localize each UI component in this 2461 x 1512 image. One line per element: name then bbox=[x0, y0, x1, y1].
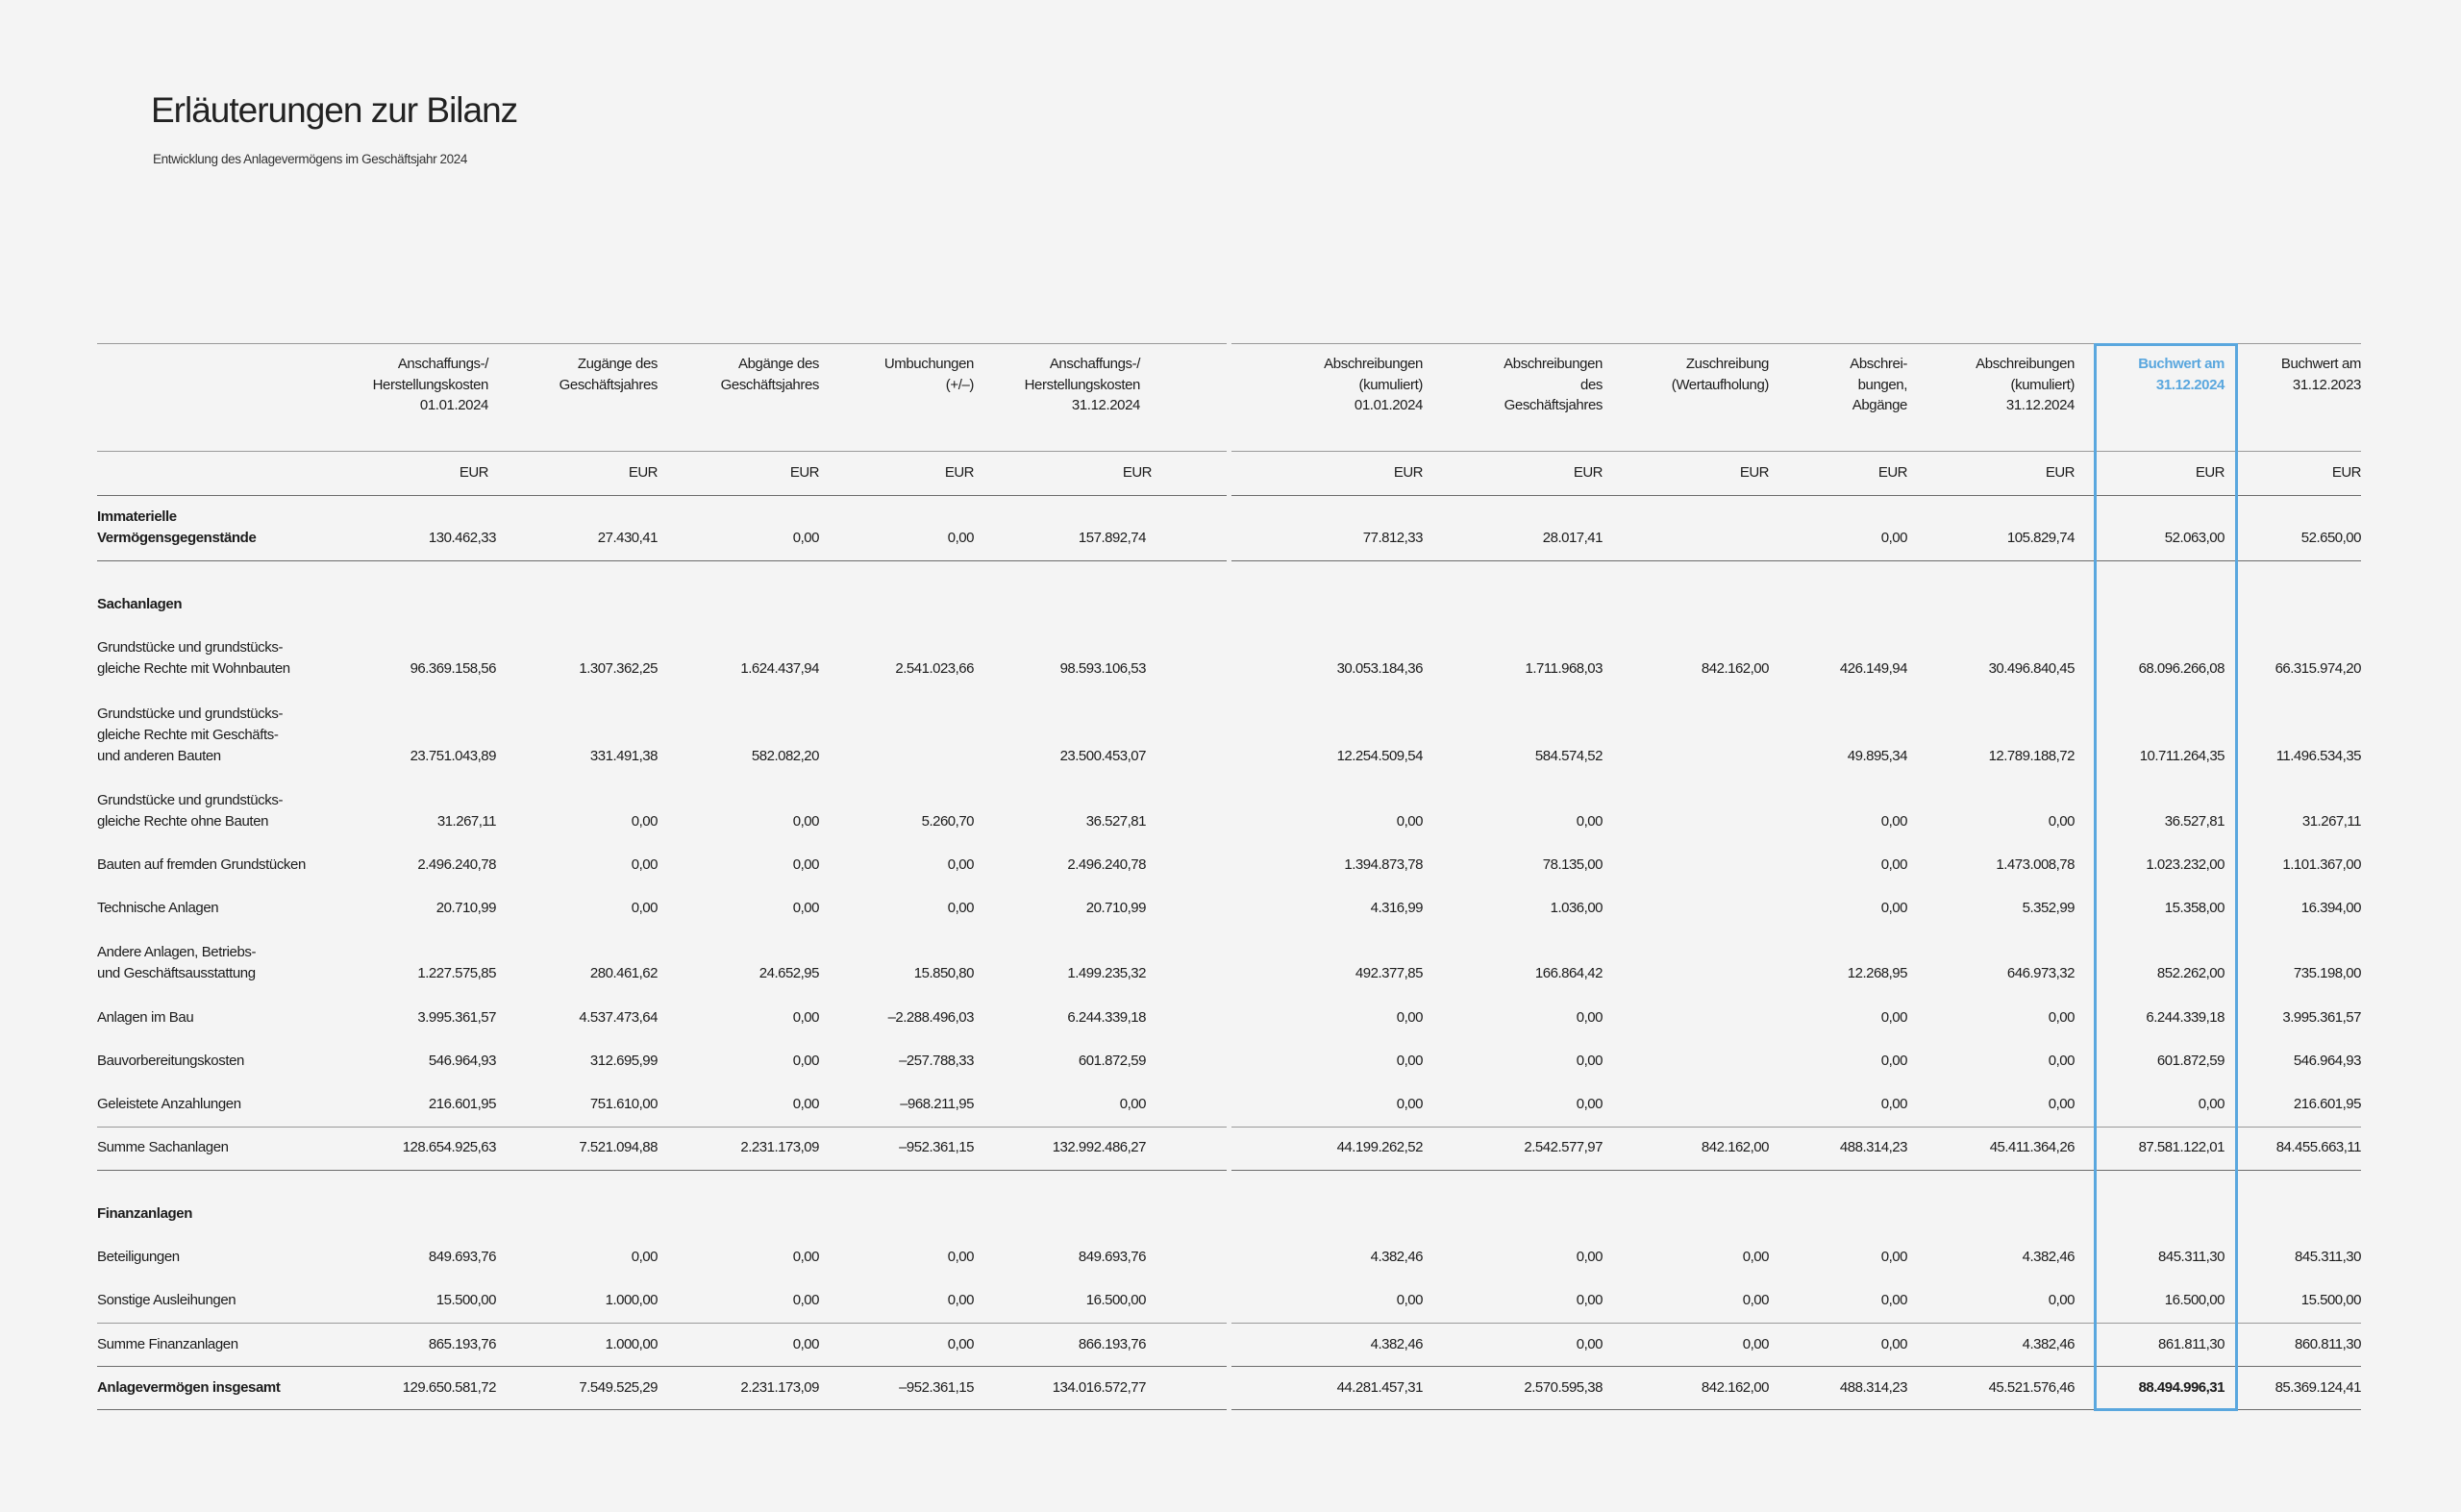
table-cell: 0,00 bbox=[947, 1249, 974, 1265]
table-cell: 216.601,95 bbox=[428, 1096, 496, 1112]
table-cell: 0,00 bbox=[792, 813, 819, 830]
table-cell: 77.812,33 bbox=[1362, 530, 1423, 546]
table-cell: 0,00 bbox=[947, 1336, 974, 1352]
table-cell: 861.811,30 bbox=[2158, 1336, 2225, 1352]
table-cell: 0,00 bbox=[1396, 1096, 1423, 1112]
table-cell: 584.574,52 bbox=[1534, 748, 1603, 764]
table-cell: 0,00 bbox=[1880, 813, 1907, 830]
table-cell: 0,00 bbox=[2048, 1009, 2075, 1026]
table-cell: 30.496.840,45 bbox=[1988, 660, 2075, 677]
table-cell: 0,00 bbox=[792, 530, 819, 546]
table-cell: 1.711.968,03 bbox=[1525, 660, 1603, 677]
table-cell: 10.711.264,35 bbox=[2139, 748, 2225, 764]
column-unit: EUR bbox=[459, 464, 488, 481]
table-cell: 52.063,00 bbox=[2164, 530, 2225, 546]
table-cell: 0,00 bbox=[1880, 856, 1907, 873]
table-cell: 2.570.595,38 bbox=[1524, 1379, 1603, 1396]
table-cell: 166.864,42 bbox=[1534, 965, 1603, 981]
table-cell: 845.311,30 bbox=[2295, 1249, 2361, 1265]
table-cell: 0,00 bbox=[1880, 1096, 1907, 1112]
row-label: Summe Sachanlagen bbox=[97, 1139, 229, 1155]
sum-sach-bottom-rule-left bbox=[97, 1170, 1227, 1171]
table-cell: 842.162,00 bbox=[1701, 1139, 1769, 1155]
table-cell: 860.811,30 bbox=[2295, 1336, 2361, 1352]
table-cell: 130.462,33 bbox=[428, 530, 496, 546]
table-cell: 16.394,00 bbox=[2300, 900, 2361, 916]
table-cell: 128.654.925,63 bbox=[402, 1139, 496, 1155]
table-cell: 0,00 bbox=[1119, 1096, 1146, 1112]
table-cell: –952.361,15 bbox=[899, 1379, 974, 1396]
unit-rule-left bbox=[97, 495, 1227, 496]
row-label: Grundstücke und grundstücks- gleiche Rechte ohne Bauten bbox=[97, 792, 284, 830]
table-cell: 31.267,11 bbox=[436, 813, 496, 830]
row-label: Grundstücke und grundstücks- gleiche Rechte mit Geschäfts- und anderen Bauten bbox=[97, 706, 284, 764]
table-cell: 87.581.122,01 bbox=[2138, 1139, 2225, 1155]
table-cell: 1.000,00 bbox=[605, 1292, 658, 1308]
header-rule-left bbox=[97, 451, 1227, 452]
page-title: Erläuterungen zur Bilanz bbox=[151, 90, 518, 130]
table-cell: 45.411.364,26 bbox=[1989, 1139, 2075, 1155]
table-cell: 0,00 bbox=[631, 900, 658, 916]
table-cell: 0,00 bbox=[1742, 1249, 1769, 1265]
table-cell: 1.023.232,00 bbox=[2146, 856, 2225, 873]
table-cell: 1.101.367,00 bbox=[2282, 856, 2361, 873]
row-label: Bauten auf fremden Grundstücken bbox=[97, 856, 306, 873]
table-cell: 4.537.473,64 bbox=[579, 1009, 658, 1026]
header-top-rule-left bbox=[97, 343, 1227, 344]
table-cell: 6.244.339,18 bbox=[1067, 1009, 1146, 1026]
table-cell: 66.315.974,20 bbox=[2275, 660, 2361, 677]
table-cell: 1.624.437,94 bbox=[740, 660, 819, 677]
column-header: Buchwert am 31.12.2024 bbox=[2138, 356, 2225, 393]
table-cell: 601.872,59 bbox=[2156, 1053, 2225, 1069]
table-cell: 0,00 bbox=[631, 1249, 658, 1265]
table-cell: 2.496.240,78 bbox=[1067, 856, 1146, 873]
table-cell: 1.036,00 bbox=[1550, 900, 1603, 916]
table-cell: 488.314,23 bbox=[1839, 1379, 1907, 1396]
table-cell: 5.352,99 bbox=[2022, 900, 2075, 916]
row-label: Beteiligungen bbox=[97, 1249, 180, 1265]
sum-sach-top-rule-left bbox=[97, 1127, 1227, 1128]
table-cell: 546.964,93 bbox=[2293, 1053, 2361, 1069]
sum-fin-top-rule-left bbox=[97, 1323, 1227, 1324]
table-cell: 0,00 bbox=[947, 530, 974, 546]
table-cell: 15.358,00 bbox=[2164, 900, 2225, 916]
table-cell: 36.527,81 bbox=[2164, 813, 2225, 830]
table-cell: 842.162,00 bbox=[1701, 1379, 1769, 1396]
table-cell: 132.992.486,27 bbox=[1052, 1139, 1146, 1155]
table-cell: 845.311,30 bbox=[2158, 1249, 2225, 1265]
table-cell: 52.650,00 bbox=[2300, 530, 2361, 546]
total-bottom-rule-left bbox=[97, 1409, 1227, 1410]
table-cell: 0,00 bbox=[1880, 900, 1907, 916]
table-cell: 735.198,00 bbox=[2293, 965, 2361, 981]
table-cell: 84.455.663,11 bbox=[2275, 1139, 2361, 1155]
section-heading: Sachanlagen bbox=[97, 596, 183, 612]
table-cell: 0,00 bbox=[2198, 1096, 2225, 1112]
table-cell: 865.193,76 bbox=[428, 1336, 496, 1352]
column-unit: EUR bbox=[1393, 464, 1423, 481]
row-label: Anlagen im Bau bbox=[97, 1009, 194, 1026]
table-cell: 6.244.339,18 bbox=[2146, 1009, 2225, 1026]
table-cell: 0,00 bbox=[2048, 1096, 2075, 1112]
table-cell: 0,00 bbox=[792, 1336, 819, 1352]
column-header: Zugänge des Geschäftsjahres bbox=[559, 356, 658, 393]
table-cell: 0,00 bbox=[792, 1009, 819, 1026]
table-cell: 0,00 bbox=[1742, 1292, 1769, 1308]
column-header: Abschreibungen des Geschäftsjahres bbox=[1504, 356, 1603, 413]
table-cell: 78.135,00 bbox=[1542, 856, 1603, 873]
table-cell: 1.227.575,85 bbox=[417, 965, 496, 981]
table-cell: 88.494.996,31 bbox=[2138, 1379, 2225, 1396]
table-cell: 20.710,99 bbox=[435, 900, 496, 916]
table-cell: 0,00 bbox=[792, 1249, 819, 1265]
table-cell: 27.430,41 bbox=[597, 530, 658, 546]
table-cell: 4.316,99 bbox=[1370, 900, 1423, 916]
table-cell: 12.268,95 bbox=[1847, 965, 1907, 981]
table-cell: 601.872,59 bbox=[1078, 1053, 1146, 1069]
table-cell: –2.288.496,03 bbox=[887, 1009, 974, 1026]
table-cell: 98.593.106,53 bbox=[1059, 660, 1146, 677]
table-cell: 0,00 bbox=[1396, 1292, 1423, 1308]
table-cell: 0,00 bbox=[2048, 1292, 2075, 1308]
column-header: Anschaffungs-/ Herstellungskosten 31.12.2024 bbox=[1024, 356, 1140, 413]
table-cell: 0,00 bbox=[1396, 1009, 1423, 1026]
table-cell: –952.361,15 bbox=[899, 1139, 974, 1155]
table-cell: 0,00 bbox=[792, 900, 819, 916]
table-cell: 4.382,46 bbox=[2022, 1249, 2075, 1265]
column-unit: EUR bbox=[1739, 464, 1769, 481]
column-header: Buchwert am 31.12.2023 bbox=[2280, 356, 2361, 393]
table-cell: 426.149,94 bbox=[1839, 660, 1907, 677]
table-cell: 24.652,95 bbox=[758, 965, 819, 981]
table-cell: 0,00 bbox=[1396, 1053, 1423, 1069]
table-cell: 45.521.576,46 bbox=[1988, 1379, 2075, 1396]
table-cell: 866.193,76 bbox=[1078, 1336, 1146, 1352]
table-cell: 0,00 bbox=[1576, 1096, 1603, 1112]
table-cell: 0,00 bbox=[947, 856, 974, 873]
column-header: Abschrei- bungen, Abgänge bbox=[1850, 356, 1907, 413]
row-label: Bauvorbereitungskosten bbox=[97, 1053, 244, 1069]
table-cell: 646.973,32 bbox=[2006, 965, 2075, 981]
column-header: Abschreibungen (kumuliert) 01.01.2024 bbox=[1324, 356, 1423, 413]
table-cell: 134.016.572,77 bbox=[1052, 1379, 1146, 1396]
column-header: Anschaffungs-/ Herstellungskosten 01.01.2024 bbox=[372, 356, 488, 413]
table-cell: 49.895,34 bbox=[1847, 748, 1907, 764]
table-cell: 0,00 bbox=[1880, 1053, 1907, 1069]
table-cell: 842.162,00 bbox=[1701, 660, 1769, 677]
column-unit: EUR bbox=[2045, 464, 2075, 481]
table-cell: 216.601,95 bbox=[2293, 1096, 2361, 1112]
table-cell: 0,00 bbox=[1396, 813, 1423, 830]
table-cell: 1.499.235,32 bbox=[1067, 965, 1146, 981]
table-cell: 4.382,46 bbox=[1370, 1336, 1423, 1352]
table-cell: 157.892,74 bbox=[1078, 530, 1146, 546]
table-cell: 4.382,46 bbox=[2022, 1336, 2075, 1352]
page-subtitle: Entwicklung des Anlagevermögens im Geschäftsjahr 2024 bbox=[153, 152, 467, 166]
table-cell: 3.995.361,57 bbox=[2282, 1009, 2361, 1026]
column-header: Umbuchungen (+/–) bbox=[883, 356, 974, 393]
table-cell: 20.710,99 bbox=[1085, 900, 1146, 916]
column-unit: EUR bbox=[789, 464, 819, 481]
table-cell: 0,00 bbox=[1576, 1053, 1603, 1069]
table-cell: 852.262,00 bbox=[2156, 965, 2225, 981]
column-unit: EUR bbox=[2195, 464, 2225, 481]
table-cell: 44.199.262,52 bbox=[1336, 1139, 1423, 1155]
table-cell: –968.211,95 bbox=[900, 1096, 974, 1112]
table-cell: 849.693,76 bbox=[428, 1249, 496, 1265]
table-cell: 0,00 bbox=[2048, 1053, 2075, 1069]
table-cell: 85.369.124,41 bbox=[2275, 1379, 2361, 1396]
table-cell: 11.496.534,35 bbox=[2275, 748, 2361, 764]
table-cell: 0,00 bbox=[792, 1096, 819, 1112]
table-cell: 0,00 bbox=[1880, 1292, 1907, 1308]
table-cell: 28.017,41 bbox=[1542, 530, 1603, 546]
column-unit: EUR bbox=[2331, 464, 2361, 481]
table-cell: 2.231.173,09 bbox=[740, 1139, 819, 1155]
column-unit: EUR bbox=[628, 464, 658, 481]
table-cell: 582.082,20 bbox=[751, 748, 819, 764]
table-cell: 0,00 bbox=[1576, 1292, 1603, 1308]
table-cell: 849.693,76 bbox=[1078, 1249, 1146, 1265]
table-cell: 0,00 bbox=[792, 1053, 819, 1069]
table-cell: 15.500,00 bbox=[2300, 1292, 2361, 1308]
table-cell: 12.254.509,54 bbox=[1336, 748, 1423, 764]
section-heading: Finanzanlagen bbox=[97, 1205, 192, 1222]
table-cell: 0,00 bbox=[1880, 1249, 1907, 1265]
table-cell: 2.542.577,97 bbox=[1524, 1139, 1603, 1155]
table-cell: 488.314,23 bbox=[1839, 1139, 1907, 1155]
table-cell: 129.650.581,72 bbox=[402, 1379, 496, 1396]
table-cell: 31.267,11 bbox=[2301, 813, 2361, 830]
table-cell: 7.521.094,88 bbox=[579, 1139, 658, 1155]
row-label: Geleistete Anzahlungen bbox=[97, 1096, 241, 1112]
table-cell: 15.500,00 bbox=[435, 1292, 496, 1308]
table-cell: 492.377,85 bbox=[1355, 965, 1423, 981]
table-cell: 0,00 bbox=[1742, 1336, 1769, 1352]
table-cell: 2.496.240,78 bbox=[417, 856, 496, 873]
table-cell: 0,00 bbox=[1576, 1009, 1603, 1026]
row-label: Anlagevermögen insgesamt bbox=[97, 1379, 281, 1396]
table-cell: 23.500.453,07 bbox=[1059, 748, 1146, 764]
row-label: Andere Anlagen, Betriebs- und Geschäftsausstattung bbox=[97, 944, 257, 981]
table-cell: 0,00 bbox=[1576, 1336, 1603, 1352]
table-cell: 1.307.362,25 bbox=[579, 660, 658, 677]
table-cell: 1.473.008,78 bbox=[1996, 856, 2075, 873]
table-cell: 1.394.873,78 bbox=[1344, 856, 1423, 873]
table-cell: 36.527,81 bbox=[1085, 813, 1146, 830]
table-cell: 16.500,00 bbox=[1085, 1292, 1146, 1308]
table-cell: 0,00 bbox=[1576, 1249, 1603, 1265]
table-cell: 0,00 bbox=[792, 1292, 819, 1308]
column-unit: EUR bbox=[1877, 464, 1907, 481]
table-cell: 0,00 bbox=[1880, 1009, 1907, 1026]
table-cell: 105.829,74 bbox=[2006, 530, 2075, 546]
table-cell: 0,00 bbox=[1576, 813, 1603, 830]
row-label: Technische Anlagen bbox=[97, 900, 219, 916]
table-cell: 280.461,62 bbox=[589, 965, 658, 981]
table-cell: 0,00 bbox=[1880, 1336, 1907, 1352]
table-cell: 0,00 bbox=[631, 856, 658, 873]
table-cell: 1.000,00 bbox=[605, 1336, 658, 1352]
column-unit: EUR bbox=[1122, 464, 1152, 481]
column-unit: EUR bbox=[944, 464, 974, 481]
table-cell: 0,00 bbox=[631, 813, 658, 830]
row-label: Grundstücke und grundstücks- gleiche Rechte mit Wohnbauten bbox=[97, 639, 290, 677]
row-label: Summe Finanzanlagen bbox=[97, 1336, 238, 1352]
table-cell: –257.788,33 bbox=[899, 1053, 974, 1069]
table-cell: 12.789.188,72 bbox=[1988, 748, 2075, 764]
table-cell: 30.053.184,36 bbox=[1336, 660, 1423, 677]
table-cell: 4.382,46 bbox=[1370, 1249, 1423, 1265]
intangible-rule-left bbox=[97, 560, 1227, 561]
table-cell: 15.850,80 bbox=[913, 965, 974, 981]
table-cell: 751.610,00 bbox=[589, 1096, 658, 1112]
table-cell: 0,00 bbox=[1880, 530, 1907, 546]
table-cell: 5.260,70 bbox=[921, 813, 974, 830]
table-cell: 2.231.173,09 bbox=[740, 1379, 819, 1396]
table-cell: 312.695,99 bbox=[589, 1053, 658, 1069]
row-label: Sonstige Ausleihungen bbox=[97, 1292, 236, 1308]
row-label: Immaterielle Vermögensgegenstände bbox=[97, 508, 257, 546]
table-cell: 0,00 bbox=[792, 856, 819, 873]
table-cell: 0,00 bbox=[2048, 813, 2075, 830]
column-header: Zuschreibung (Wertaufholung) bbox=[1671, 356, 1769, 393]
column-unit: EUR bbox=[1573, 464, 1603, 481]
table-cell: 16.500,00 bbox=[2164, 1292, 2225, 1308]
table-cell: 96.369.158,56 bbox=[410, 660, 496, 677]
table-cell: 0,00 bbox=[947, 900, 974, 916]
sum-fin-bottom-rule-left bbox=[97, 1366, 1227, 1367]
column-header: Abgänge des Geschäftsjahres bbox=[720, 356, 819, 393]
table-cell: 7.549.525,29 bbox=[579, 1379, 658, 1396]
column-header: Abschreibungen (kumuliert) 31.12.2024 bbox=[1976, 356, 2075, 413]
table-cell: 68.096.266,08 bbox=[2138, 660, 2225, 677]
asset-development-table bbox=[97, 342, 2362, 1411]
table-cell: 546.964,93 bbox=[428, 1053, 496, 1069]
table-cell: 23.751.043,89 bbox=[410, 748, 496, 764]
table-cell: 331.491,38 bbox=[589, 748, 658, 764]
table-cell: 2.541.023,66 bbox=[895, 660, 974, 677]
table-cell: 3.995.361,57 bbox=[417, 1009, 496, 1026]
table-cell: 44.281.457,31 bbox=[1336, 1379, 1423, 1396]
table-cell: 0,00 bbox=[947, 1292, 974, 1308]
